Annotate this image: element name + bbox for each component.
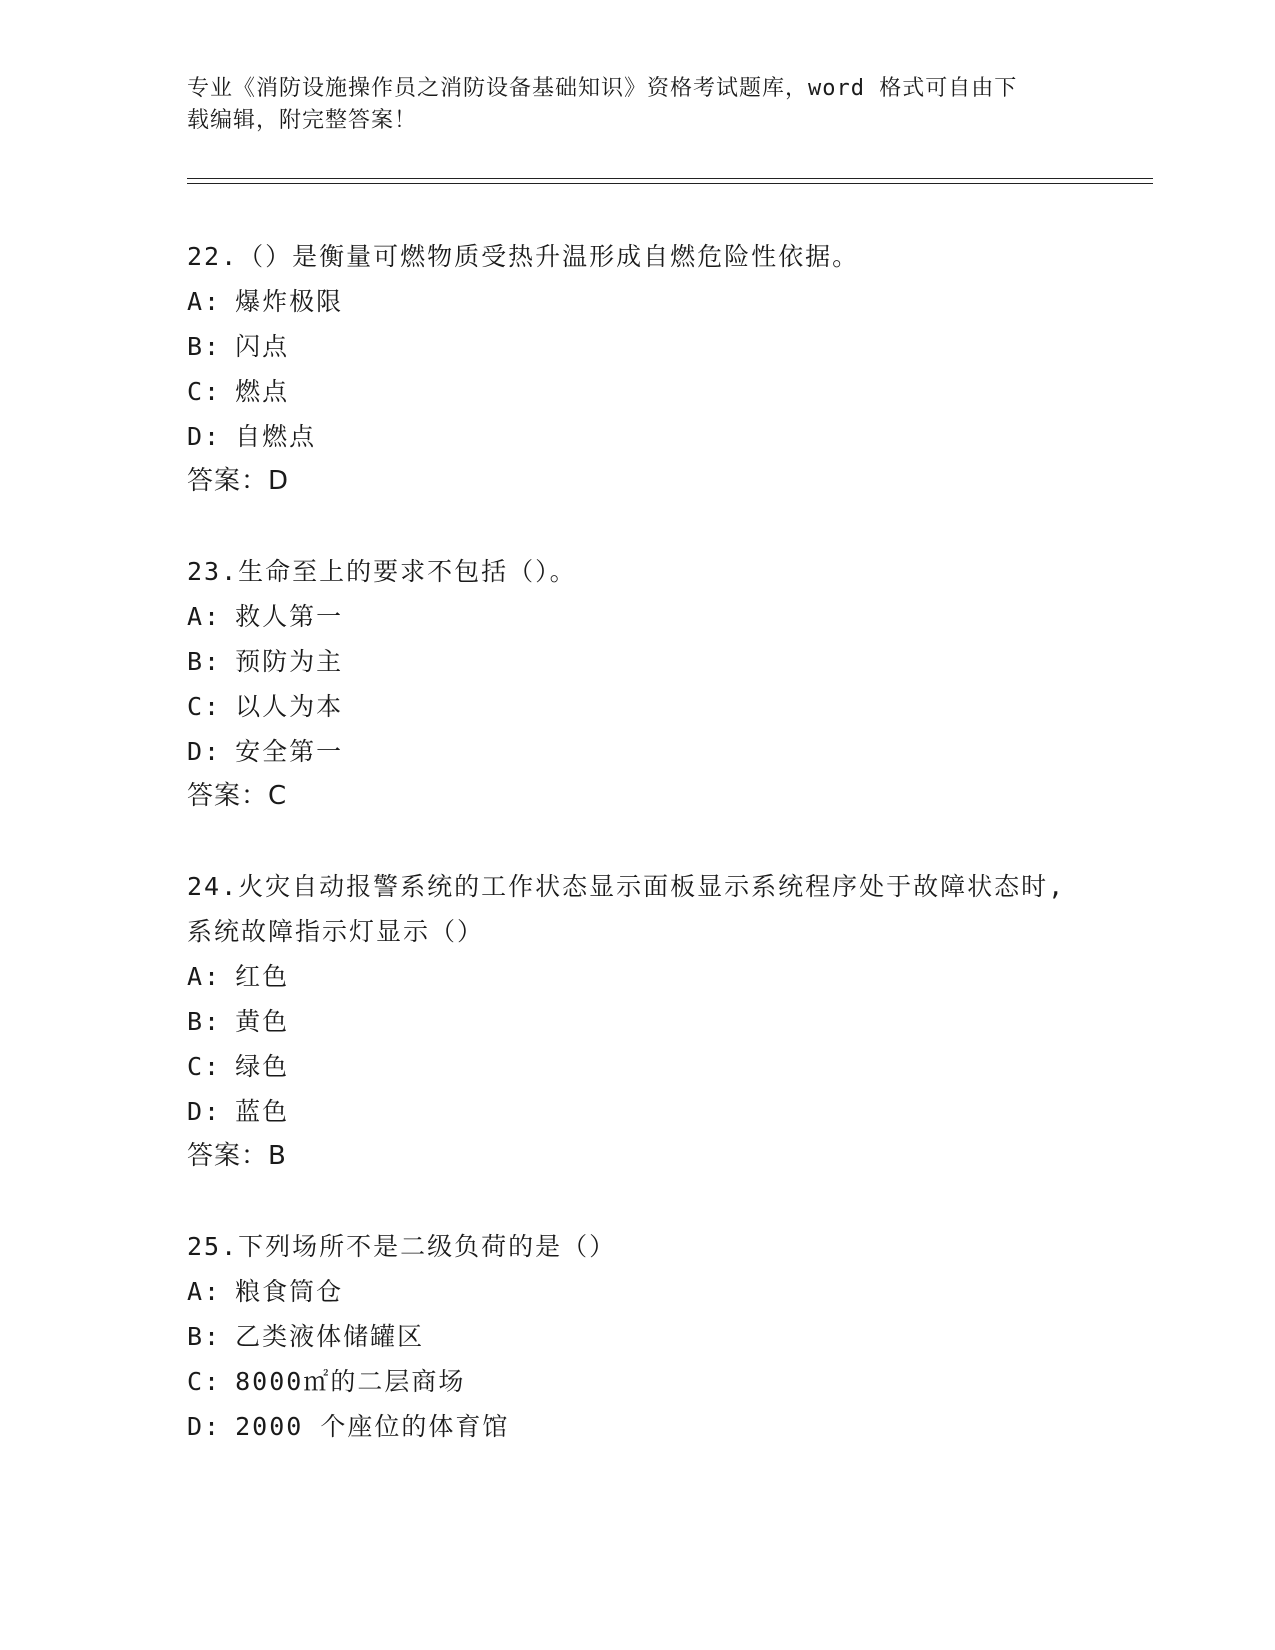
option-c	[187, 1359, 1087, 1404]
option-a	[187, 594, 1087, 639]
answer-line: 答案：C	[187, 781, 288, 811]
option-text: 蓝色	[235, 1097, 290, 1126]
option-text: 黄色	[235, 1007, 290, 1036]
option-b	[187, 324, 1087, 369]
option-label: B:	[187, 647, 222, 676]
option-c	[187, 1044, 1087, 1089]
option-label: D:	[187, 1412, 222, 1441]
question-25	[187, 1224, 1087, 1449]
option-text: 2000 个座位的体育馆	[235, 1412, 510, 1441]
option-label: A:	[187, 287, 222, 316]
option-text: 8000㎡的二层商场	[235, 1367, 466, 1396]
option-d	[187, 1404, 1087, 1449]
option-text: 救人第一	[235, 602, 344, 631]
option-text: 燃点	[235, 377, 290, 406]
option-label: D:	[187, 422, 222, 451]
option-a	[187, 1269, 1087, 1314]
option-text: 乙类液体储罐区	[235, 1322, 425, 1351]
option-b	[187, 999, 1087, 1044]
option-label: C:	[187, 1367, 222, 1396]
question-text: 24.火灾自动报警系统的工作状态显示面板显示系统程序处于故障状态时,系统故障指示灯显示（）	[187, 872, 1066, 946]
option-d	[187, 729, 1087, 774]
option-text: 以人为本	[235, 692, 344, 721]
option-text: 爆炸极限	[235, 287, 344, 316]
option-label: B:	[187, 1322, 222, 1351]
option-c	[187, 684, 1087, 729]
header-divider-top	[187, 178, 1153, 179]
option-c	[187, 369, 1087, 414]
question-text: 22.（）是衡量可燃物质受热升温形成自燃危险性依据。	[187, 242, 860, 271]
option-label: C:	[187, 377, 222, 406]
option-label: B:	[187, 1007, 222, 1036]
option-a	[187, 279, 1087, 324]
option-label: C:	[187, 1052, 222, 1081]
option-label: D:	[187, 737, 222, 766]
header-title-line-2: 载编辑，附完整答案！	[187, 108, 418, 133]
option-label: B:	[187, 332, 222, 361]
option-text: 绿色	[235, 1052, 290, 1081]
document-header	[187, 73, 1067, 137]
question-24	[187, 864, 1087, 1179]
question-22	[187, 234, 1087, 504]
option-a	[187, 954, 1087, 999]
option-text: 预防为主	[235, 647, 344, 676]
option-text: 红色	[235, 962, 290, 991]
option-text: 安全第一	[235, 737, 344, 766]
option-text: 闪点	[235, 332, 290, 361]
question-list	[187, 234, 1087, 1494]
option-text: 自燃点	[235, 422, 317, 451]
option-label: D:	[187, 1097, 222, 1126]
option-d	[187, 1089, 1087, 1134]
option-d	[187, 414, 1087, 459]
question-text: 25.下列场所不是二级负荷的是（）	[187, 1232, 617, 1261]
header-divider-bottom	[187, 183, 1153, 184]
option-label: A:	[187, 1277, 222, 1306]
answer-line: 答案：B	[187, 1141, 287, 1171]
question-text: 23.生命至上的要求不包括（）。	[187, 557, 577, 586]
option-b	[187, 639, 1087, 684]
option-label: C:	[187, 692, 222, 721]
option-b	[187, 1314, 1087, 1359]
header-title-line-1: 专业《消防设施操作员之消防设备基础知识》资格考试题库，word 格式可自由下	[187, 76, 1018, 101]
option-text: 粮食筒仓	[235, 1277, 344, 1306]
question-23	[187, 549, 1087, 819]
option-label: A:	[187, 962, 222, 991]
option-label: A:	[187, 602, 222, 631]
answer-line: 答案：D	[187, 466, 290, 496]
